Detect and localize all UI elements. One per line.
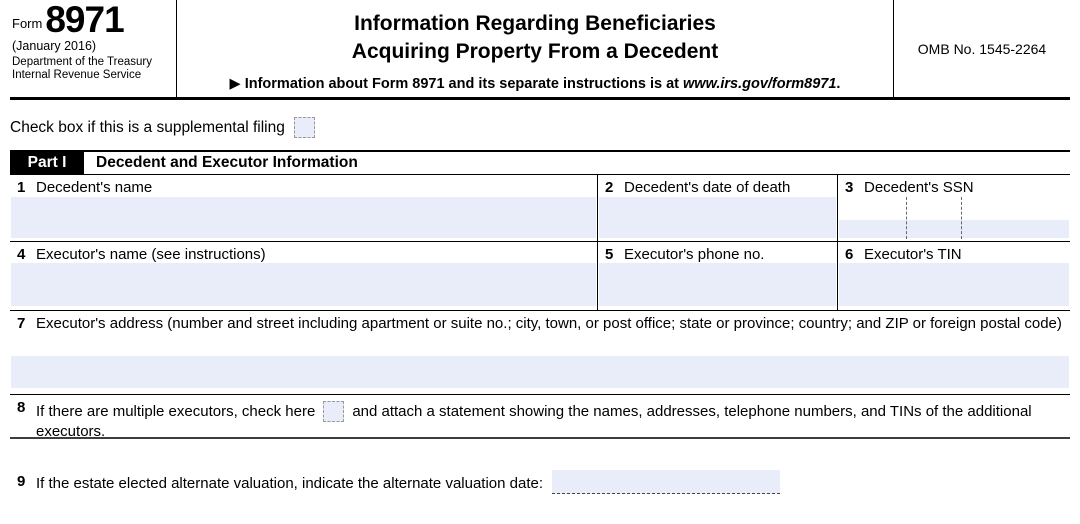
executor-phone-input[interactable] [599, 263, 836, 306]
agency-line2: Internal Revenue Service [12, 68, 142, 81]
field7-number: 7 [17, 315, 26, 332]
page-title [177, 10, 893, 65]
instruction-prefix: ▶ Information about Form 8971 and its separate instructions is at [229, 76, 684, 92]
field7-label: Executor's address (number and street including apartment or suite no.; city, town, or post office; state or province; country; and ZIP or foreign postal code) [36, 315, 1062, 332]
field-multiple-executors [10, 395, 1070, 440]
row-fields-4-6 [10, 242, 1070, 311]
irs-url: www.irs.gov/form8971 [683, 76, 837, 92]
decedent-name-input[interactable] [11, 197, 596, 238]
field9-number: 9 [17, 473, 26, 490]
row-field-9 [10, 470, 1070, 494]
form-title-block [177, 0, 894, 97]
field5-label: Executor's phone no. [624, 246, 765, 263]
multiple-executors-checkbox[interactable] [323, 401, 344, 422]
field-date-of-death [597, 175, 837, 241]
field8-number: 8 [17, 399, 26, 416]
omb-number: OMB No. 1545-2264 [917, 40, 1047, 57]
field3-number: 3 [845, 179, 854, 196]
date-of-death-input[interactable] [599, 197, 836, 238]
field4-number: 4 [17, 246, 26, 263]
field-decedent-name [10, 175, 597, 241]
form-header [10, 0, 1070, 100]
field3-label: Decedent's SSN [864, 179, 974, 196]
row-field-8 [10, 395, 1070, 439]
part1-badge: Part I [10, 152, 84, 174]
field6-label: Executor's TIN [864, 246, 962, 263]
form-word: Form [12, 15, 43, 31]
title-line1: Information Regarding Beneficiaries [354, 12, 716, 36]
field-decedent-ssn [837, 175, 1070, 241]
field-executor-address [10, 311, 1070, 394]
field1-label: Decedent's name [36, 179, 153, 196]
supplemental-filing-row [10, 116, 1070, 139]
form-number-block [10, 0, 177, 97]
field4-label: Executor's name (see instructions) [36, 246, 266, 263]
form-number: 8971 [45, 0, 124, 40]
part1-title: Decedent and Executor Information [96, 154, 358, 171]
field2-number: 2 [605, 179, 614, 196]
agency-line1: Department of the Treasury [12, 55, 152, 68]
field-executor-name [10, 242, 597, 310]
supplemental-filing-checkbox[interactable] [294, 117, 315, 138]
row-fields-1-3 [10, 175, 1070, 242]
title-line2: Acquiring Property From a Decedent [351, 40, 719, 63]
executor-tin-input[interactable] [839, 263, 1069, 306]
field5-number: 5 [605, 246, 614, 263]
field-executor-tin [837, 242, 1070, 310]
field6-number: 6 [845, 246, 854, 263]
field8-text-after: and attach a statement showing the names, addresses, telephone numbers, and TINs of the additional executors. [36, 403, 1032, 440]
field9-label: If the estate elected alternate valuation, indicate the alternate valuation date: [36, 475, 544, 492]
ssn-separator-line [906, 197, 907, 239]
ssn-separator-line [961, 197, 962, 239]
field2-label: Decedent's date of death [624, 179, 791, 196]
agency-name [12, 56, 172, 82]
instruction-line [177, 76, 893, 97]
form-revision-date: (January 2016) [12, 38, 97, 53]
part1-header-bar [10, 150, 1070, 175]
field8-text-before: If there are multiple executors, check here [36, 403, 316, 420]
instruction-suffix: . [836, 76, 841, 92]
field1-number: 1 [17, 179, 26, 196]
executor-name-input[interactable] [11, 263, 596, 306]
executor-address-input[interactable] [11, 356, 1069, 388]
row-field-7 [10, 311, 1070, 395]
supplemental-filing-label: Check box if this is a supplemental filing [10, 118, 285, 136]
decedent-ssn-input[interactable] [839, 220, 1069, 238]
alternate-valuation-date-input[interactable] [552, 470, 780, 494]
field-executor-phone [597, 242, 837, 310]
